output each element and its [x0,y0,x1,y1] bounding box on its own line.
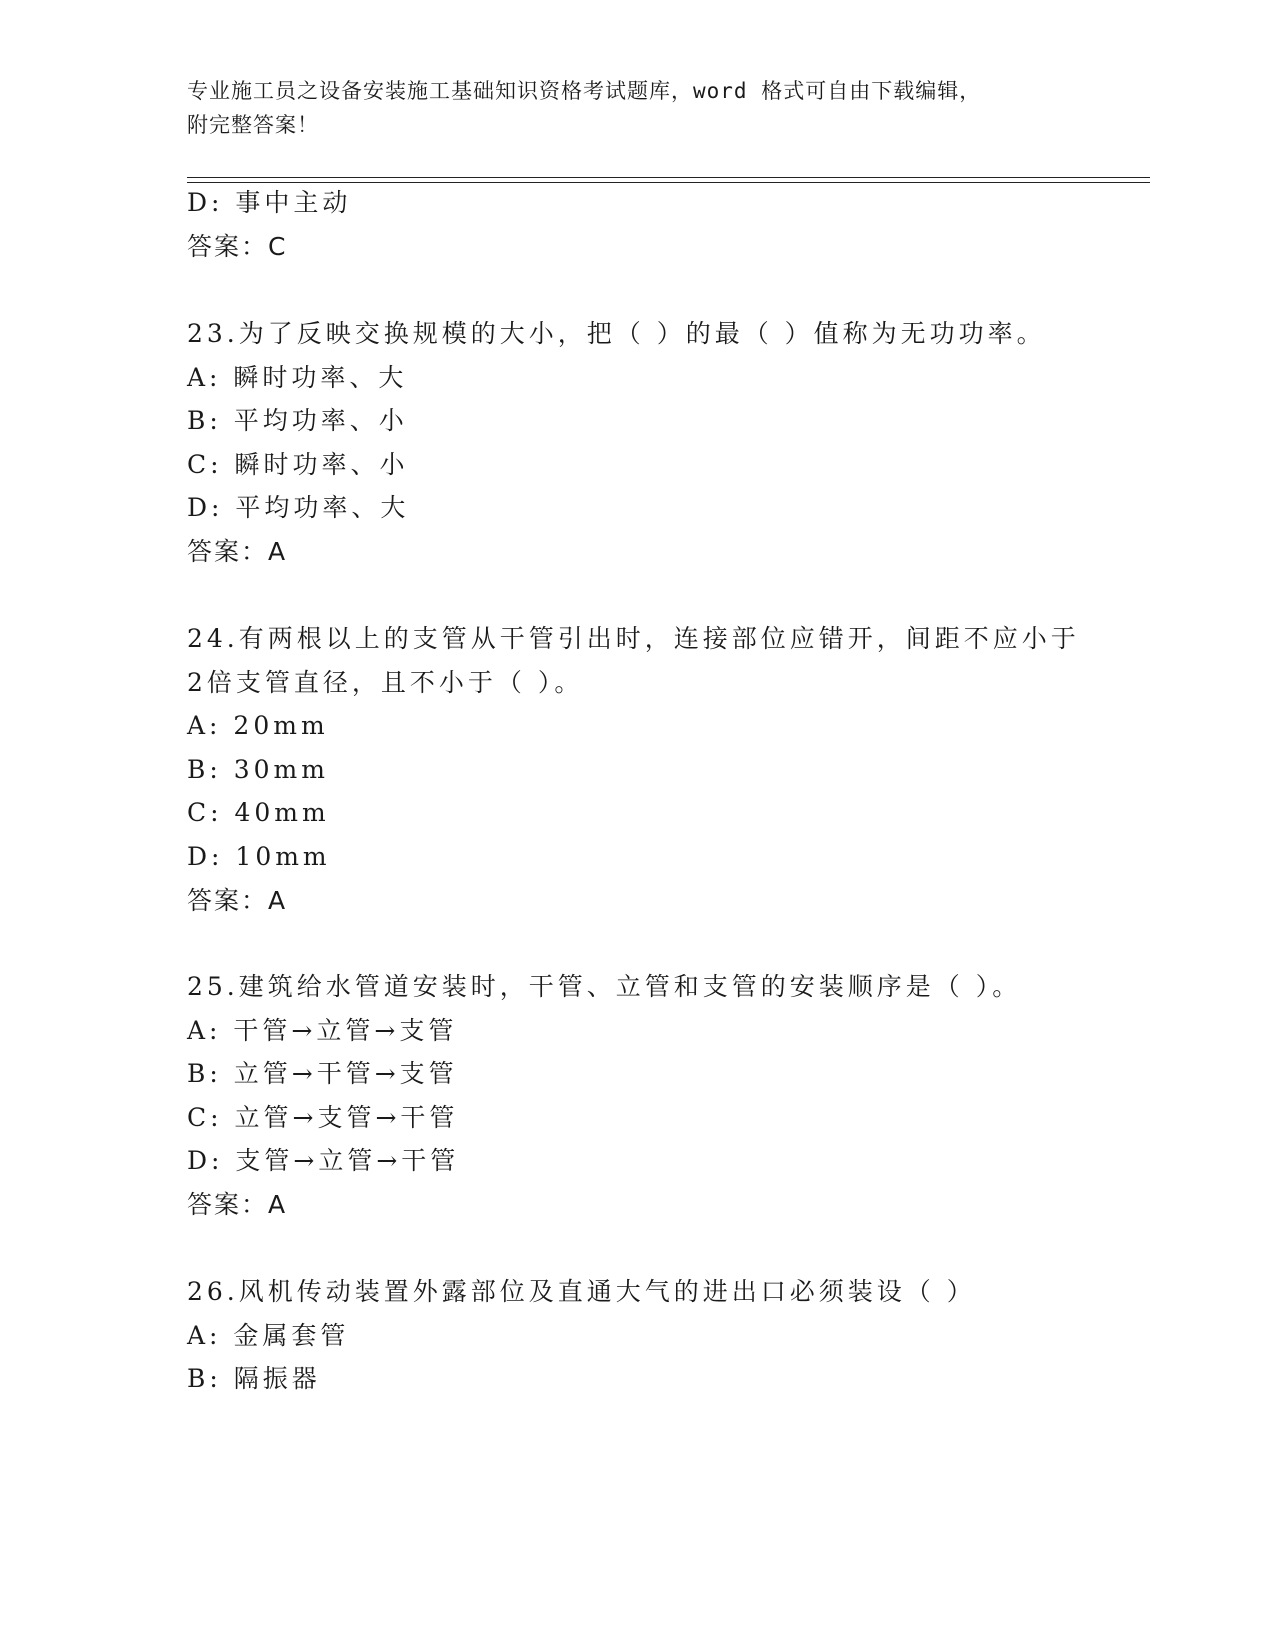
header-line-2: 附完整答案！ [187,113,319,137]
header-divider-bottom [187,182,1150,183]
q23-stem: 23.为了反映交换规模的大小，把（ ）的最（ ）值称为无功功率。 [187,319,1046,348]
header-line-1: 专业施工员之设备安装施工基础知识资格考试题库，word 格式可自由下载编辑， [187,79,982,103]
q23-option-b: B: 平均功率、小 [187,406,408,435]
q24-option-d: D: 10mm [187,842,331,871]
q24-stem-line-2: 2倍支管直径，且不小于（ ）。 [187,668,584,697]
q25-answer: 答案：A [187,1190,288,1219]
q24-stem-line-1: 24.有两根以上的支管从干管引出时，连接部位应错开，间距不应小于 [187,624,1080,653]
q23-option-c: C: 瞬时功率、小 [187,450,409,479]
q24-answer: 答案：A [187,886,288,915]
q25-option-c: C: 立管→支管→干管 [187,1103,459,1132]
q26-option-b: B: 隔振器 [187,1364,321,1393]
q23-option-d: D: 平均功率、大 [187,493,410,522]
q23-option-a: A: 瞬时功率、大 [187,363,408,392]
q23-answer: 答案：A [187,537,288,566]
q24-option-a: A: 20mm [187,711,329,740]
q22-answer: 答案：C [187,232,288,261]
q25-option-a: A: 干管→立管→支管 [187,1016,458,1045]
header-divider-top [187,177,1150,178]
q25-option-b: B: 立管→干管→支管 [187,1059,458,1088]
q25-option-d: D: 支管→立管→干管 [187,1146,460,1175]
q24-option-b: B: 30mm [187,755,329,784]
q24-option-c: C: 40mm [187,798,330,827]
q22-option-d: D: 事中主动 [187,188,352,217]
q26-option-a: A: 金属套管 [187,1321,350,1350]
q26-stem: 26.风机传动装置外露部位及直通大气的进出口必须装设（ ） [187,1277,976,1306]
document-header [187,74,1087,142]
q25-stem: 25.建筑给水管道安装时，干管、立管和支管的安装顺序是（ ）。 [187,972,1022,1001]
